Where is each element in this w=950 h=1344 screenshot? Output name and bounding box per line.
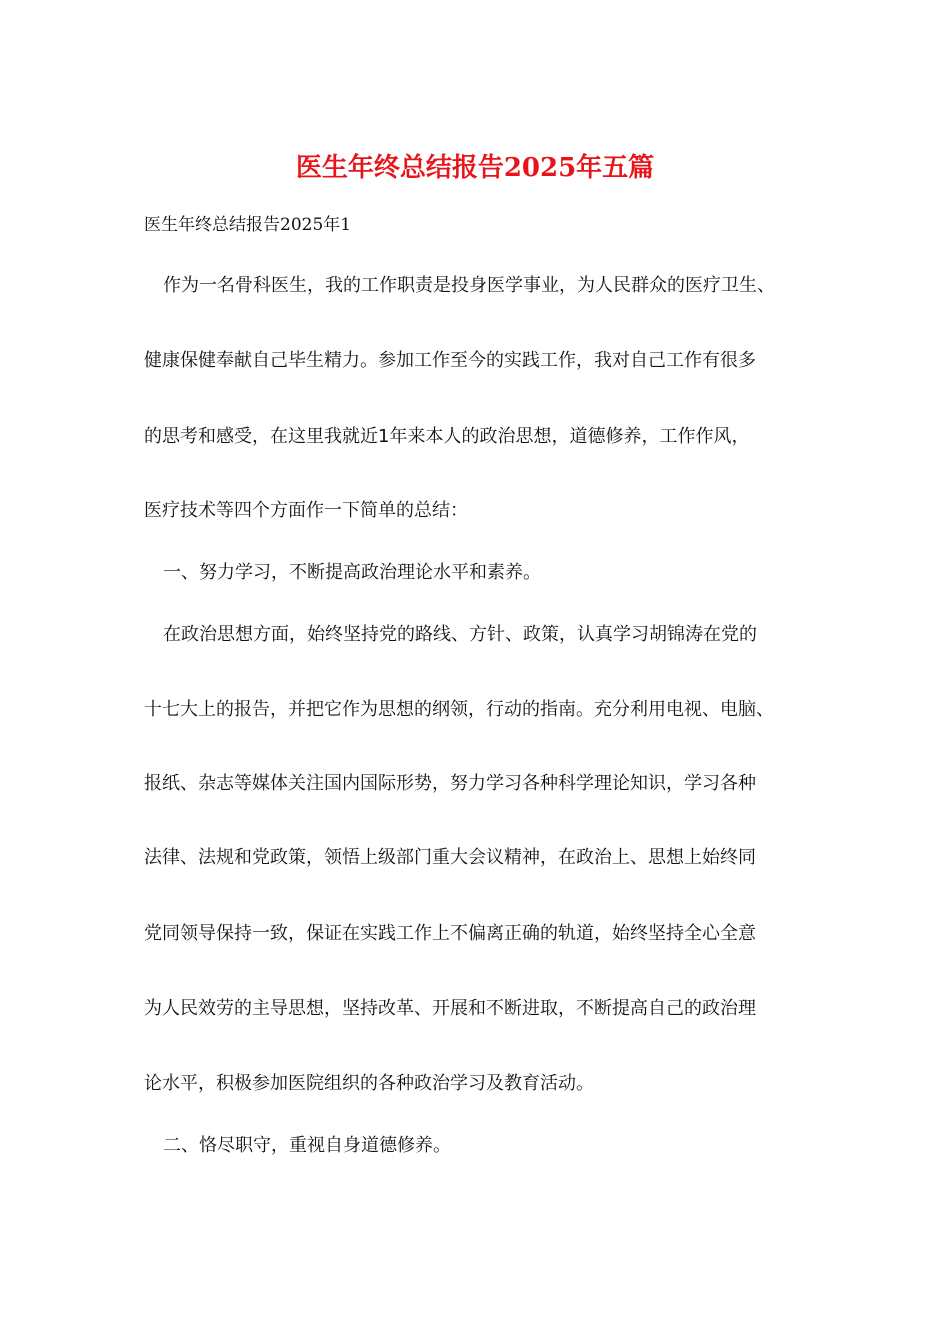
paragraph-line: 健康保健奉献自己毕生精力。参加工作至今的实践工作，我对自己工作有很多 [144, 350, 756, 371]
paragraph-line: 作为一名骨科医生，我的工作职责是投身医学事业，为人民群众的医疗卫生、 [163, 275, 775, 296]
paragraph-line: 报纸、杂志等媒体关注国内国际形势，努力学习各种科学理论知识，学习各种 [144, 773, 756, 794]
document-title: 医生年终总结报告2025年五篇 [295, 153, 655, 183]
paragraph-line: 法律、法规和党政策，领悟上级部门重大会议精神，在政治上、思想上始终同 [144, 847, 756, 868]
section-subtitle: 医生年终总结报告2025年1 [144, 215, 352, 235]
paragraph-line: 在政治思想方面，始终坚持党的路线、方针、政策，认真学习胡锦涛在党的 [163, 624, 757, 645]
paragraph-line: 医疗技术等四个方面作一下简单的总结： [144, 500, 468, 521]
paragraph-line: 论水平，积极参加医院组织的各种政治学习及教育活动。 [144, 1073, 594, 1094]
paragraph-line: 十七大上的报告，并把它作为思想的纲领，行动的指南。充分利用电视、电脑、 [144, 699, 774, 720]
paragraph-line: 为人民效劳的主导思想，坚持改革、开展和不断进取，不断提高自己的政治理 [144, 998, 756, 1019]
paragraph-line: 的思考和感受，在这里我就近1年来本人的政治思想，道德修养，工作作风， [144, 426, 750, 447]
section-heading: 一、努力学习，不断提高政治理论水平和素养。 [163, 562, 541, 583]
paragraph-line: 党同领导保持一致，保证在实践工作上不偏离正确的轨道，始终坚持全心全意 [144, 923, 756, 944]
section-heading: 二、恪尽职守，重视自身道德修养。 [163, 1135, 451, 1156]
